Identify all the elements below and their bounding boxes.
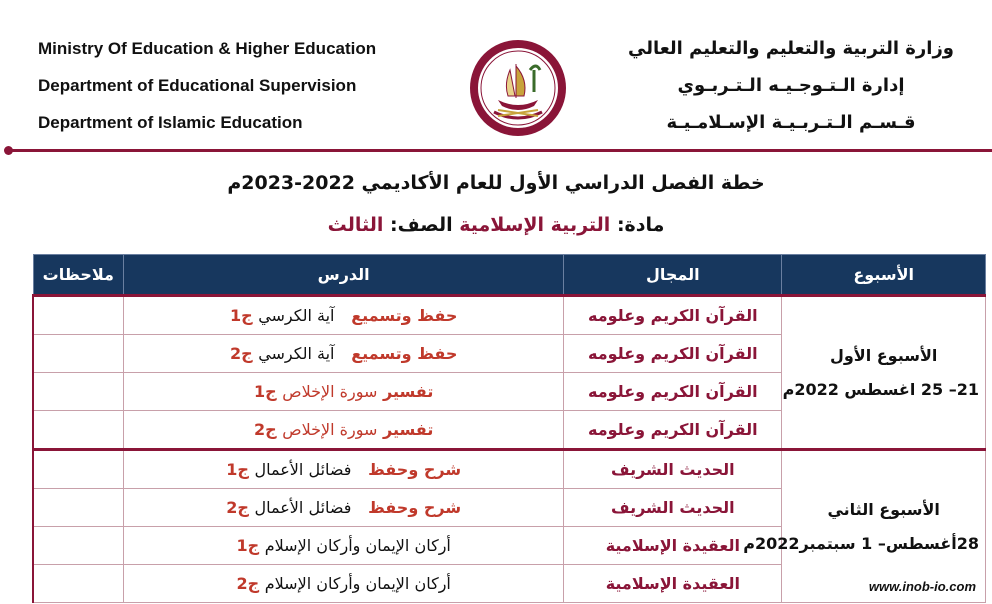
lesson-part: ج1 [229, 306, 253, 325]
ministry-name-ar: وزارة التربية والتعليم والتعليم العالي [628, 38, 954, 59]
lesson-text: أركان الإيمان وأركان الإسلام [264, 574, 451, 593]
lesson-cell [124, 335, 564, 373]
qatar-ministry-logo [458, 40, 578, 140]
domain-cell: العقيدة الإسلامية [564, 527, 782, 565]
lesson-text: آية الكرسي [258, 306, 335, 325]
domain-cell: القرآن الكريم وعلومه [564, 335, 782, 373]
lesson-cell [124, 527, 564, 565]
lesson-part: ج1 [236, 536, 260, 555]
week-dates: 21– 25 اغسطس 2022م [782, 379, 979, 399]
lesson-part: ج2 [229, 344, 253, 363]
lesson-part: ج1 [226, 460, 249, 479]
website-link[interactable]: www.inob-io.com [865, 577, 980, 596]
week-dates: 28أغسطس– 1 سبتمبر2022م [743, 533, 979, 553]
lesson-cell [124, 565, 564, 603]
domain-cell: الحديث الشريف [564, 489, 782, 527]
lesson-cell [124, 450, 564, 489]
domain-cell: القرآن الكريم وعلومه [564, 411, 782, 450]
domain-cell: الحديث الشريف [564, 450, 782, 489]
ministry-name-en: Ministry Of Education & Higher Education [38, 39, 377, 58]
notes-cell [33, 411, 124, 450]
lesson-verb: تفسير [383, 382, 434, 401]
lesson-part: ج2 [253, 420, 277, 439]
notes-cell [33, 296, 124, 335]
week-cell [782, 296, 986, 450]
lesson-text: فضائل الأعمال [254, 498, 352, 517]
header-english [38, 30, 376, 141]
lesson-part: ج2 [236, 574, 260, 593]
plan-title: خطة الفصل الدراسي الأول للعام الأكاديمي 2022-2023م [227, 172, 765, 194]
week-name: الأسبوع الأول [829, 345, 938, 365]
domain-cell: القرآن الكريم وعلومه [564, 373, 782, 411]
domain-cell: العقيدة الإسلامية [564, 565, 782, 603]
subject-label: مادة: [616, 214, 665, 236]
lesson-verb: تفسير [383, 420, 434, 439]
lesson-cell [124, 296, 564, 335]
lesson-verb: شرح وحفظ [368, 460, 462, 479]
notes-cell [33, 335, 124, 373]
lesson-part: ج2 [226, 498, 249, 517]
table-row [33, 450, 986, 489]
lesson-cell [124, 489, 564, 527]
grade-value: الثالث [327, 214, 384, 236]
week-name: الأسبوع الثاني [827, 499, 940, 519]
plan-table [32, 254, 986, 603]
lesson-text: أركان الإيمان وأركان الإسلام [264, 536, 451, 555]
header-arabic [628, 30, 954, 141]
supervision-dept-en: Department of Educational Supervision [38, 76, 357, 95]
lesson-verb: حفظ وتسميع [351, 306, 458, 325]
lesson-cell [124, 411, 564, 450]
header-week: الأسبوع [782, 255, 986, 296]
header-lesson: الدرس [124, 255, 564, 296]
header-notes: ملاحظات [33, 255, 124, 296]
lesson-text: سورة الإخلاص [282, 382, 378, 401]
notes-cell [33, 373, 124, 411]
lesson-verb: شرح وحفظ [368, 498, 462, 517]
lesson-cell [124, 373, 564, 411]
islamic-dept-en: Department of Islamic Education [38, 113, 303, 132]
table-row [33, 296, 986, 335]
notes-cell [33, 450, 124, 489]
notes-cell [33, 489, 124, 527]
notes-cell [33, 565, 124, 603]
header-domain: المجال [564, 255, 782, 296]
domain-cell: القرآن الكريم وعلومه [564, 296, 782, 335]
supervision-dept-ar: إدارة الـتـوجـيـه الـتـربـوي [677, 75, 905, 96]
subject-line [0, 214, 992, 236]
table-header-row [33, 255, 986, 296]
notes-cell [33, 527, 124, 565]
lesson-part: ج1 [253, 382, 277, 401]
lesson-text: سورة الإخلاص [282, 420, 378, 439]
lesson-text: فضائل الأعمال [254, 460, 352, 479]
lesson-verb: حفظ وتسميع [351, 344, 458, 363]
header-divider [10, 149, 992, 152]
grade-label: الصف: [390, 214, 453, 236]
islamic-dept-ar: قـسـم الـتـربـيـة الإسـلامـيـة [666, 112, 916, 133]
subject-value: التربية الإسلامية [459, 214, 611, 236]
lesson-text: آية الكرسي [258, 344, 335, 363]
